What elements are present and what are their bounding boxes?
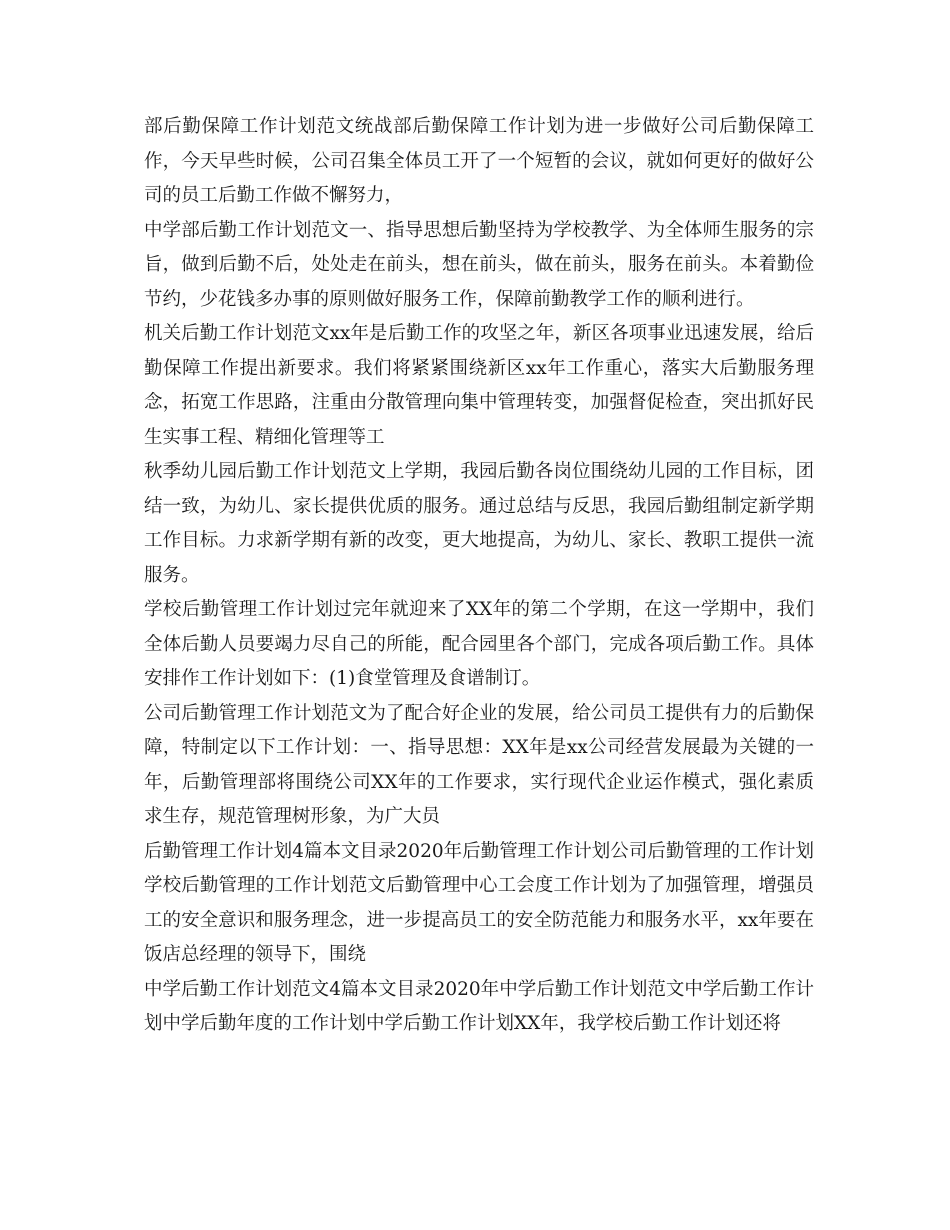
- paragraph-2: 中学部后勤工作计划范文一、指导思想后勤坚持为学校教学、为全体师生服务的宗旨，做到后勤不后，处处走在前头，想在前头，做在前头，服务在前头。本着勤俭节约，少花钱多办事的原则做好服务工作，保障前勤教学工作的顺利进行。: [144, 219, 814, 310]
- paragraph-1: 部后勤保障工作计划范文统战部后勤保障工作计划为进一步做好公司后勤保障工作，今天早些时候，公司召集全体员工开了一个短暂的会议，就如何更好的做好公司的员工后勤工作做不懈努力，: [144, 116, 814, 206]
- document-body: [144, 110, 814, 1042]
- paragraph-3: 机关后勤工作计划范文xx年是后勤工作的攻坚之年，新区各项事业迅速发展，给后勤保障工作提出新要求。我们将紧紧围绕新区xx年工作重心，落实大后勤服务理念，拓宽工作思路，注重由分散管理向集中管理转变，加强督促检查，突出抓好民生实事工程、精细化管理等工: [144, 323, 814, 448]
- paragraph-4: 秋季幼儿园后勤工作计划范文上学期，我园后勤各岗位围绕幼儿园的工作目标，团结一致，为幼儿、家长提供优质的服务。通过总结与反思，我园后勤组制定新学期工作目标。力求新学期有新的改变，更大地提高，为幼儿、家长、教职工提供一流服务。: [144, 461, 814, 586]
- paragraph-7: 后勤管理工作计划4篇本文目录2020年后勤管理工作计划公司后勤管理的工作计划学校后勤管理的工作计划范文后勤管理中心工会度工作计划为了加强管理，增强员工的安全意识和服务理念，进一步提高员工的安全防范能力和服务水平，xx年要在饭店总经理的领导下，围绕: [144, 840, 814, 965]
- paragraph-6: 公司后勤管理工作计划范文为了配合好企业的发展，给公司员工提供有力的后勤保障，特制定以下工作计划：一、指导思想：XX年是xx公司经营发展最为关键的一年，后勤管理部将围绕公司XX年的工作要求，实行现代企业运作模式，强化素质求生存，规范管理树形象，为广大员: [144, 702, 814, 827]
- paragraph-8: 中学后勤工作计划范文4篇本文目录2020年中学后勤工作计划范文中学后勤工作计划中学后勤年度的工作计划中学后勤工作计划XX年，我学校后勤工作计划还将: [144, 978, 814, 1034]
- paragraph-5: 学校后勤管理工作计划过完年就迎来了XX年的第二个学期，在这一学期中，我们全体后勤人员要竭力尽自己的所能，配合园里各个部门，完成各项后勤工作。具体安排作工作计划如下：(1)食堂管理及食谱制订。: [144, 599, 814, 689]
